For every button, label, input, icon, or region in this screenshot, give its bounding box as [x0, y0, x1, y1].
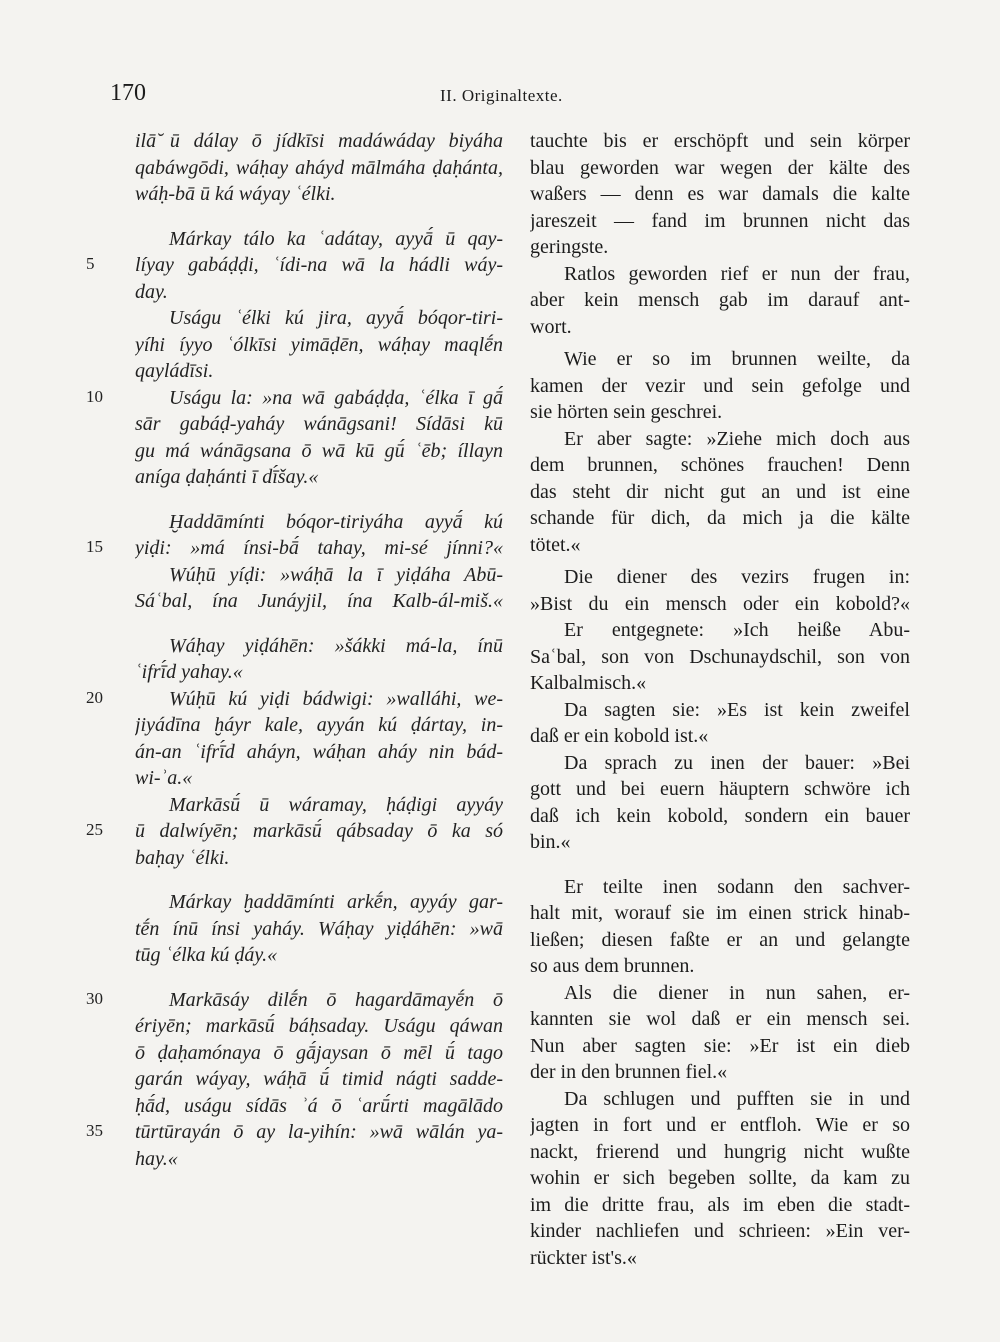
- somali-text-line: jiyádīna ḫáyr kale, ayyán kú ḍártay, in-: [135, 714, 503, 736]
- somali-text-line: tūg ʿélka kú ḍáy.«: [135, 944, 278, 966]
- german-text-line: Da schlugen und pufften sie in und: [564, 1087, 910, 1110]
- german-text-line: wort.: [530, 315, 572, 338]
- line-number: 35: [86, 1121, 103, 1140]
- somali-text-line: Wúḥū yíḍi: »wáḥā la ī yiḍáha Abū-: [169, 563, 503, 586]
- german-text-line: im die dritte frau, als im eben die stadt-: [530, 1193, 910, 1216]
- german-text-line: dem brunnen, schönes frauchen! Denn: [530, 454, 910, 476]
- somali-text-line: Ḫaddāmínti bóqor-tiriyáha ayyā́ kú: [169, 510, 503, 533]
- german-text-line: Er aber sagte: »Ziehe mich doch aus: [564, 427, 910, 450]
- somali-text-line: án-an ʿifrī́d aháyn, wáḥan aháy nin bád-: [135, 740, 503, 763]
- somali-text-line: ō ḍaḥamónaya ō gā́jaysan ō mēl ū́ tago: [135, 1041, 503, 1064]
- somali-text-line: ḥā́d, uságu sídās ʾá ō ʿarū́rti magālādo: [135, 1094, 503, 1117]
- somali-text-line: Márkay ḫaddāmínti arkḗn, ayyáy gar-: [169, 891, 503, 913]
- german-text-line: Nun aber sagten sie: »Er ist ein dieb: [530, 1034, 910, 1057]
- german-text-line: Kalbalmisch.«: [530, 672, 647, 694]
- german-text-line: gott und bei euern häuptern schwöre ich: [530, 778, 910, 800]
- german-text-line: sie hörten sein geschrei.: [530, 401, 723, 423]
- somali-text-line: yiḍi: »má ínsi-bā́ tahay, mi-sé jínni?«: [135, 537, 503, 559]
- somali-text-line: ū dalwíyēn; markāsū́ qábsaday ō ka só: [135, 820, 503, 842]
- line-number: 10: [86, 387, 103, 406]
- german-text-line: jagten in fort und er entfloh. Wie er so: [530, 1114, 910, 1136]
- somali-text-line: ilā̆ ū dálay ō jídkīsi madáwáday biyáha: [135, 130, 503, 152]
- somali-text-line: wáḥ-bā ū ká wáyay ʿélki.: [135, 183, 336, 205]
- german-text-line: tötet.«: [530, 533, 581, 556]
- line-number: 5: [86, 254, 95, 273]
- german-text-line: Wie er so im brunnen weilte, da: [564, 348, 910, 370]
- german-text-line: tauchte bis er erschöpft und sein körper: [530, 130, 910, 152]
- line-number: 20: [86, 688, 103, 707]
- somali-text-line: Wúḥū kú yiḍi bádwigi: »walláhi, we-: [169, 687, 503, 710]
- somali-text-line: Markāsū́ ū wáramay, ḥáḍigi ayyáy: [169, 793, 503, 816]
- german-text-line: Als die diener in nun sahen, er-: [564, 981, 910, 1004]
- somali-text-column: [135, 128, 503, 1172]
- german-text-line: »Bist du ein mensch oder ein kobold?«: [530, 592, 910, 615]
- somali-text-line: Uságu ʿélki kú jira, ayyā́ bóqor-tiri-: [169, 307, 503, 329]
- somali-text-line: qayládīsi.: [135, 360, 214, 382]
- german-text-line: der in den brunnen fiel.«: [530, 1061, 728, 1083]
- german-text-line: Er entgegnete: »Ich heiße Abu-: [564, 619, 910, 641]
- german-text-line: so aus dem brunnen.: [530, 955, 695, 977]
- german-text-line: daß er ein kobold ist.«: [530, 725, 709, 747]
- german-text-line: geringste.: [530, 236, 609, 258]
- somali-text-line: garán wáyay, wáḥā ū́ timid nágti sadde-: [135, 1068, 503, 1090]
- german-text-line: daß ich kein kobold, sondern ein bauer: [530, 804, 910, 827]
- somali-text-line: Sáʿbal, ína Junáyjil, ína Kalb-ál-miš.«: [135, 590, 503, 612]
- german-text-line: kannten sie wol daß er ein mensch sei.: [530, 1008, 910, 1030]
- german-text-line: Die diener des vezirs frugen in:: [564, 566, 910, 588]
- somali-text-line: wi-ʾa.«: [135, 767, 193, 789]
- german-text-line: wohin er sich begeben sollte, da kam zu: [530, 1167, 910, 1189]
- running-title: II. Originaltexte.: [440, 86, 563, 105]
- german-text-line: Da sprach zu inen der bauer: »Bei: [564, 751, 910, 774]
- somali-text-line: baḥay ʿélki.: [135, 846, 230, 869]
- page-number: 170: [110, 80, 146, 106]
- german-text-line: rückter ist's.«: [530, 1246, 637, 1269]
- somali-text-line: tūrtūrayán ō ay la-yihín: »wā wālán ya-: [135, 1121, 503, 1143]
- somali-text-line: day.: [135, 280, 168, 303]
- line-number: 25: [86, 820, 103, 839]
- somali-text-line: aníga ḍaḥánti ī dī́šay.«: [135, 466, 319, 488]
- somali-text-line: qabáwgōdi, wáḥay aháyd mālmáha ḍaḥánta,: [135, 156, 503, 179]
- line-number: 30: [86, 989, 103, 1008]
- german-translation-column: [530, 128, 910, 1271]
- line-number: 15: [86, 537, 103, 556]
- german-text-line: blau geworden war wegen der kälte des: [530, 156, 910, 179]
- somali-text-line: Uságu la: »na wā gabáḍḍa, ʿélka ī gā́: [169, 386, 503, 409]
- somali-text-line: ʿifrī́d yahay.«: [135, 661, 243, 683]
- page-header: [110, 80, 910, 114]
- somali-text-line: Wáḥay yiḍáhēn: »šákki má-la, ínū: [169, 634, 503, 657]
- somali-text-line: ériyēn; markāsū́ báḥsaday. Uságu qáwan: [135, 1015, 503, 1037]
- somali-text-line: Márkay tálo ka ʿadátay, ayyā́ ū qay-: [169, 227, 503, 250]
- somali-text-line: líyay gabáḍḍi, ʿídi-na wā la hádli wáy-: [135, 254, 503, 276]
- german-text-line: kinder nachliefen und schrieen: »Ein ver-: [530, 1220, 910, 1242]
- german-text-line: nackt, frierend und hungrig nicht wußte: [530, 1140, 910, 1163]
- german-text-line: halt mit, worauf sie im einen strick hinab-: [530, 902, 910, 924]
- german-text-line: kamen der vezir und sein gefolge und: [530, 374, 910, 397]
- german-text-line: jareszeit — fand im brunnen nicht das: [530, 209, 910, 232]
- german-text-line: Ratlos geworden rief er nun der frau,: [564, 262, 910, 285]
- somali-text-line: hay.«: [135, 1147, 178, 1170]
- german-text-line: Er teilte inen sodann den sachver-: [564, 875, 910, 898]
- somali-text-line: sār gabáḍ-yaháy wánāgsani! Sídāsi kū: [135, 413, 503, 435]
- german-text-line: waßers — denn es war damals die kalte: [530, 183, 910, 205]
- somali-text-line: tḗn ínū ínsi yaháy. Wáḥay yiḍáhēn: »wā: [135, 917, 503, 940]
- somali-text-line: Markāsáy dilḗn ō hagardāmayḗn ō: [169, 988, 503, 1011]
- german-text-line: aber kein mensch gab im darauf ant-: [530, 289, 910, 311]
- german-text-line: Saʿbal, son von Dschunaydschil, son von: [530, 645, 910, 668]
- german-text-line: bin.«: [530, 831, 571, 853]
- somali-text-line: yíhi íyyo ʿólkīsi yimāḍēn, wáḥay maqlḗn: [135, 333, 503, 356]
- somali-text-line: gu má wánāgsana ō wā kū gū́ ʿēb; íllayn: [135, 439, 503, 462]
- german-text-line: Da sagten sie: »Es ist kein zweifel: [564, 698, 910, 721]
- german-text-line: ließen; diesen faßte er an und gelangte: [530, 928, 910, 951]
- german-text-line: das steht dir nicht gut an und ist eine: [530, 480, 910, 503]
- german-text-line: schande für dich, da mich ja die kälte: [530, 507, 910, 529]
